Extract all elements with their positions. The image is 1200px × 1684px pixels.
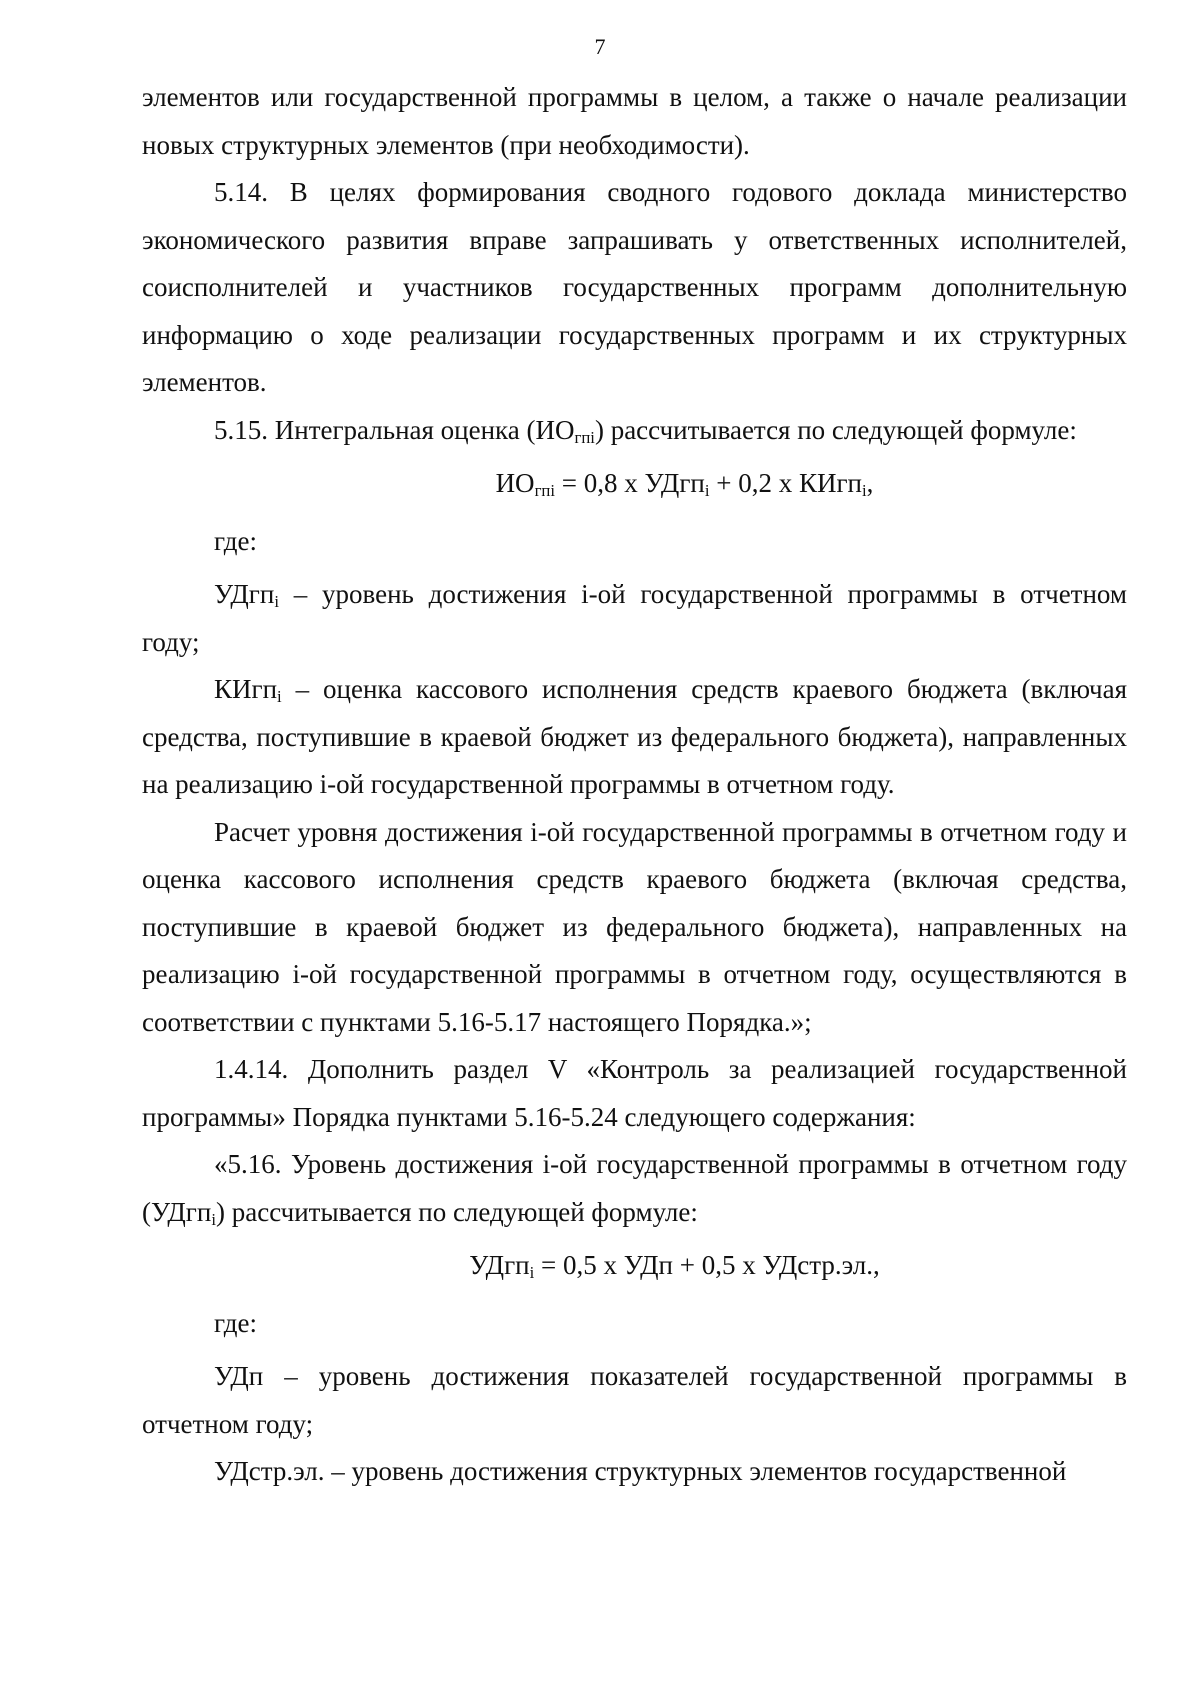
definition-udgp xyxy=(142,571,1127,666)
where-label: где: xyxy=(214,1307,257,1338)
formula-term: + 0,2 х КИгп xyxy=(709,468,863,498)
definition-udstr: УДстр.эл. – уровень достижения структурных элементов государственной xyxy=(214,1456,1067,1486)
paragraph-5-15 xyxy=(142,407,1127,455)
paragraph-5-16 xyxy=(142,1141,1127,1236)
text-run: – уровень достижения i-ой государственной программы в отчетном году; xyxy=(142,579,1127,657)
paragraph-continuation: элементов или государственной программы в целом, а также о начале реализации новых структурных элементов (при необходимости). xyxy=(142,82,1127,160)
formula-term: УДгп xyxy=(469,1250,530,1280)
subscript: i xyxy=(277,687,282,707)
where-label: где: xyxy=(214,525,257,556)
formula-integral-score xyxy=(142,460,1127,508)
text-run: КИгп xyxy=(214,674,278,704)
definition-udp: УДп – уровень достижения показателей государственной программы в отчетном году; xyxy=(142,1361,1127,1439)
text-run: «5.16. Уровень достижения i-ой государственной программы в отчетном году (УДгп xyxy=(142,1149,1127,1227)
paragraph-5-14: 5.14. В целях формирования сводного годового доклада министерство экономического развития вправе запрашивать у ответственных исполнителей, соисполнителей и участников государственных программ дополнительную информацию о ходе реализации государственных программ и их структурных элементов. xyxy=(142,177,1127,397)
page-number: 7 xyxy=(594,34,606,59)
formula-term: ИО xyxy=(495,468,535,498)
formula-term: = 0,8 х УДгп xyxy=(555,468,705,498)
subscript: i xyxy=(529,1263,535,1283)
subscript: гпi xyxy=(534,481,556,501)
text-run: – оценка кассового исполнения средств краевого бюджета (включая средства, поступившие в краевой бюджет из федерального бюджета), направленных на реализацию i-ой государственной программы в отчетном году. xyxy=(142,674,1127,799)
text-run: 5.15. Интегральная оценка (ИО xyxy=(214,414,575,445)
formula-achievement-level xyxy=(142,1242,1127,1290)
text-run: ) рассчитывается по следующей формуле: xyxy=(594,414,1077,445)
definition-kigp xyxy=(142,666,1127,809)
subscript: i xyxy=(211,1209,216,1229)
subscript: i xyxy=(704,481,710,501)
subscript: гпi xyxy=(574,427,595,447)
text-run: УДгп xyxy=(214,579,275,609)
subscript: i xyxy=(862,481,867,501)
paragraph-1-4-14: 1.4.14. Дополнить раздел V «Контроль за реализацией государственной программы» Порядка пунктами 5.16-5.24 следующего содержания: xyxy=(142,1054,1127,1132)
text-run: ) рассчитывается по следующей формуле: xyxy=(215,1196,698,1227)
paragraph-calculation: Расчет уровня достижения i-ой государственной программы в отчетном году и оценка кассового исполнения средств краевого бюджета (включая средства, поступившие в краевой бюджет из федерального бюджета), направленных на реализацию i-ой государственной программы в отчетном году, осуществляются в соответствии с пунктами 5.16-5.17 настоящего Порядка.»; xyxy=(142,816,1127,1037)
subscript: i xyxy=(274,592,279,612)
formula-term: = 0,5 х УДп + 0,5 х УДстр.эл., xyxy=(534,1250,880,1280)
body-text xyxy=(142,74,1127,1496)
formula-term: , xyxy=(866,468,874,498)
